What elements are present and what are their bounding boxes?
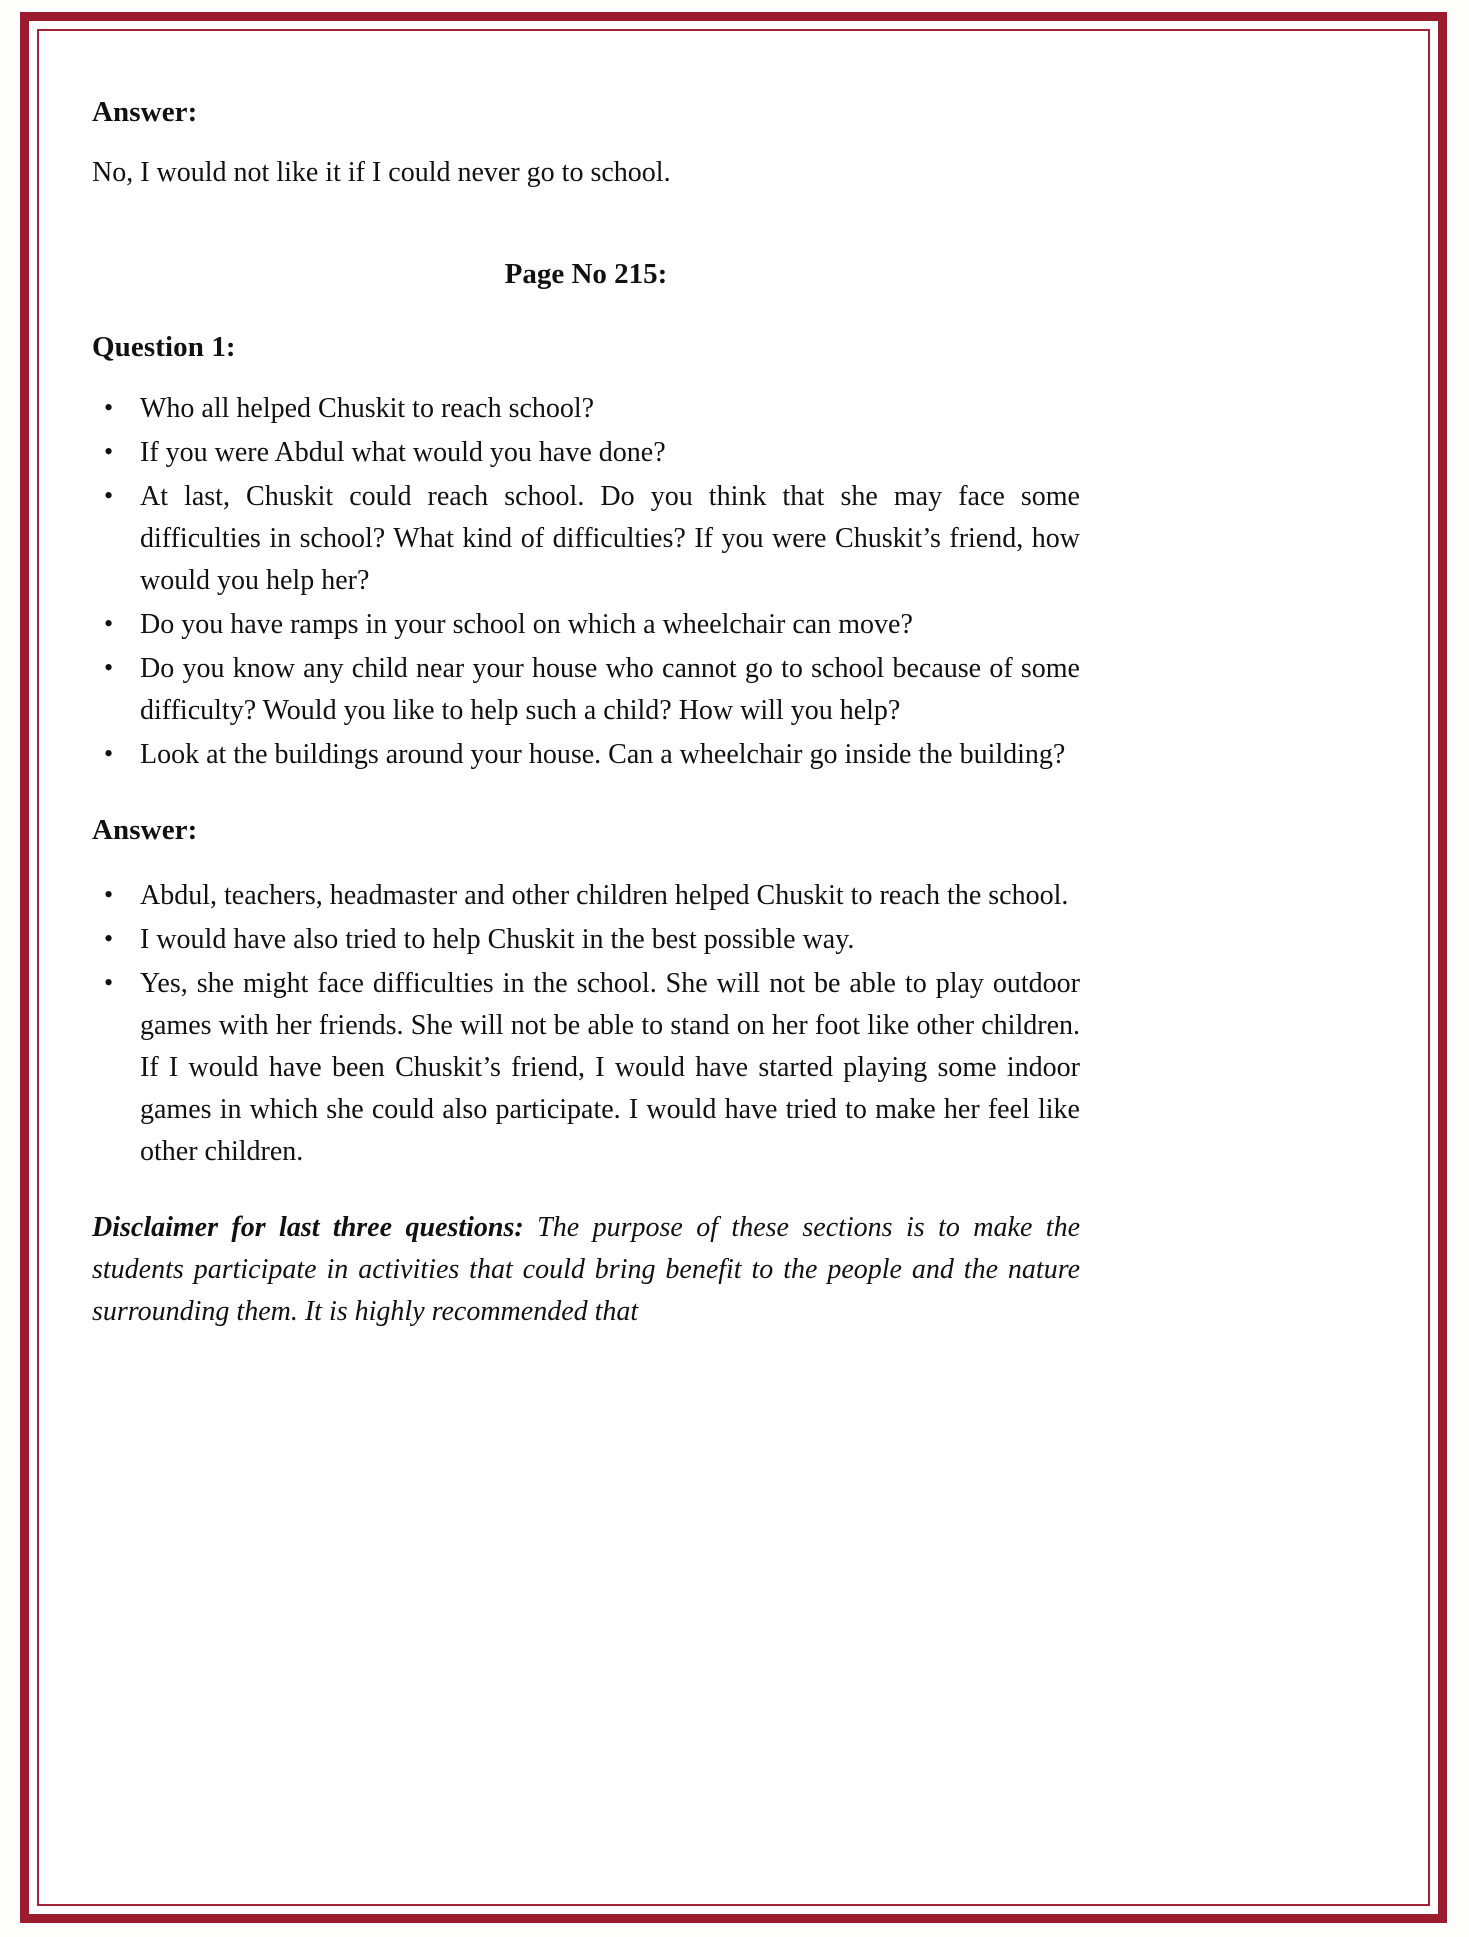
document-content xyxy=(92,96,1080,1333)
answer-heading-first: Answer: xyxy=(92,96,198,128)
question-heading: Question 1: xyxy=(92,330,236,363)
question-bullet-list xyxy=(92,388,1080,776)
list-item: • Look at the buildings around your house. Can a wheelchair go inside the building? xyxy=(92,734,1080,776)
list-item: • At last, Chuskit could reach school. Do you think that she may face some difficulties in school? What kind of difficulties? If you were Chuskit’s friend, how would you help her? xyxy=(92,476,1080,602)
answer-bullet-list xyxy=(92,875,1080,1173)
list-item: • Do you know any child near your house who cannot go to school because of some difficulty? Would you like to help such a child? How will you help? xyxy=(92,648,1080,732)
page-number-heading: Page No 215: xyxy=(504,257,668,290)
disclaimer-paragraph xyxy=(92,1207,1080,1333)
list-item: • Yes, she might face difficulties in the school. She will not be able to play outdoor games with her friends. She will not be able to stand on her foot like other children. If I would have been Chuskit’s friend, I would have started playing some indoor games in which she could also participate. I would have tried to make her feel like other children. xyxy=(92,963,1080,1173)
list-item: • I would have also tried to help Chuskit in the best possible way. xyxy=(92,919,1080,961)
list-item: • Do you have ramps in your school on which a wheelchair can move? xyxy=(92,604,1080,646)
list-item: • Abdul, teachers, headmaster and other children helped Chuskit to reach the school. xyxy=(92,875,1080,917)
list-item: • If you were Abdul what would you have done? xyxy=(92,432,1080,474)
disclaimer-body: The purpose of these sections is to make the students participate in activities that could bring benefit to the people and the nature surrounding them. It is highly recommended that xyxy=(92,1211,1081,1327)
list-item: • Who all helped Chuskit to reach school? xyxy=(92,388,1080,430)
answer-heading-second: Answer: xyxy=(92,813,198,846)
answer-text-first: No, I would not like it if I could never go to school. xyxy=(92,157,671,188)
disclaimer-lead: Disclaimer for last three questions: xyxy=(92,1211,524,1243)
